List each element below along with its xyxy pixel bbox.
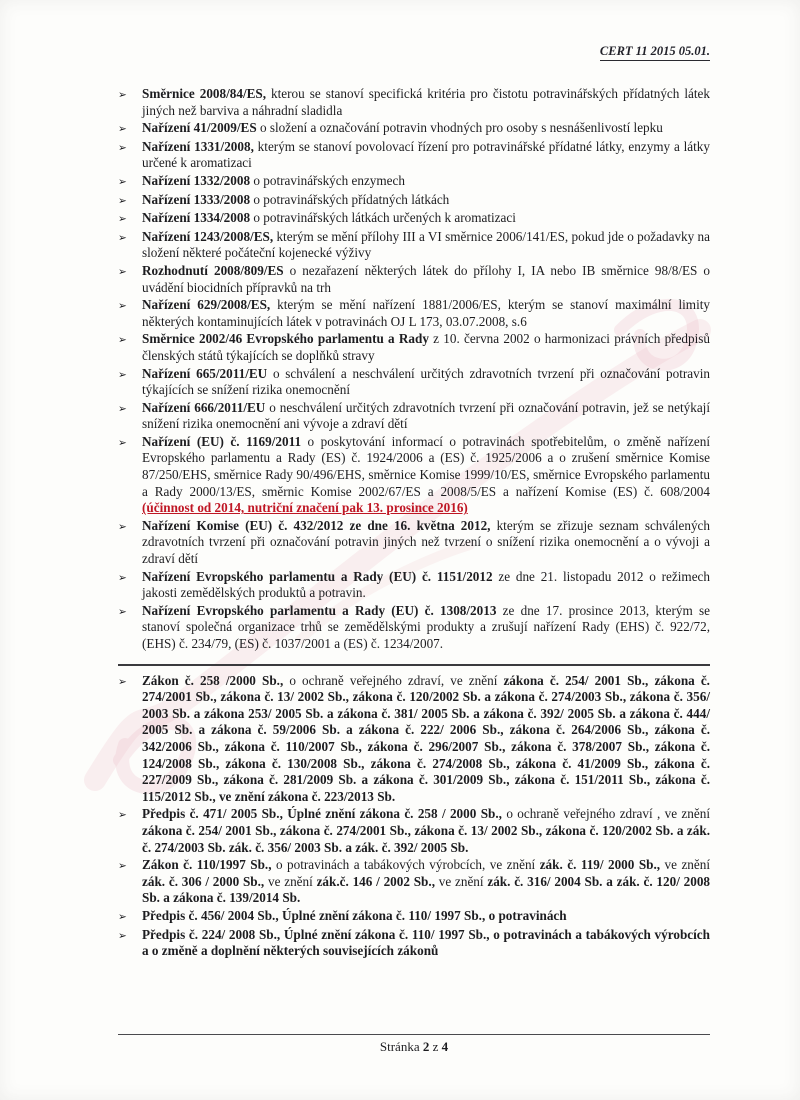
regulation-reference: Nařízení Evropského parlamentu a Rady (EU) č. 1151/2012 [142,568,493,584]
item-text [142,908,710,926]
item-text [142,210,710,228]
item-text [142,927,710,960]
law-item [118,806,710,856]
regulation-reference: Nařízení 1333/2008 [142,191,251,207]
regulation-reference: Nařízení 666/2011/EU [142,399,266,415]
regulation-reference: Směrnice 2008/84/ES, [142,86,267,101]
arrow-bullet-icon: ➢ [118,436,127,449]
item-description: o potravinářských látkách určených k aromatizaci [250,210,516,226]
arrow-bullet-icon: ➢ [118,520,127,533]
arrow-bullet-icon: ➢ [118,175,127,188]
arrow-bullet-icon: ➢ [118,231,127,244]
regulation-reference: Zákon č. 258 /2000 Sb., [142,672,284,688]
law-item [118,673,710,806]
item-description: kterým se mění přílohy III a VI směrnice 2006/141/ES, pokud jde o požadavky na složení některé počáteční kojenecké výživy [142,228,710,261]
item-description: ze dne 21. listopadu 2012 o režimech jakosti zemědělských produktů a potravin. [142,568,710,601]
item-text [142,569,710,602]
item-text [142,806,710,856]
item-description: kterým se mění nařízení 1881/2006/ES, kterým se stanoví maximální limity některých kontaminujících látek v potravinách OJ L 173, 03.07.2008, s.6 [142,297,710,329]
national-laws-list [118,673,710,960]
item-description: o složení a označování potravin vhodných pro osoby s nesnášenlivostí lepku [256,120,663,136]
item-text [142,229,710,262]
regulation-reference: Nařízení 41/2009/ES [142,120,257,136]
item-description: kterým se zřizuje seznam schválených zdravotních tvrzení při označování potravin jiných než tvrzení o snížení rizika onemocnění a o vývoji a zdraví dětí [142,517,710,567]
arrow-bullet-icon: ➢ [118,809,127,822]
regulation-reference: Nařízení 1243/2008/ES, [142,228,274,244]
item-text [142,400,710,433]
regulation-item [118,210,710,228]
item-description: z 10. června 2002 o harmonizaci právních předpisů členských států týkajících se doplňků stravy [142,331,711,363]
item-description: o neschválení určitých zdravotních tvrzení při označování potravin, jež se netýkají snížení rizika onemocnění ani vývoje a zdraví dětí [142,399,710,432]
regulation-reference: Předpis č. 456/ 2004 Sb., Úplné znění zákona č. 110/ 1997 Sb., o potravinách [142,907,567,923]
item-description: o schválení a neschválení určitých zdravotních tvrzení při označování potravin týkajících se snížení rizika onemocnění [142,365,710,398]
regulation-reference: Směrnice 2002/46 Evropského parlamentu a Rady [142,331,429,347]
arrow-bullet-icon: ➢ [118,368,127,381]
arrow-bullet-icon: ➢ [118,334,127,347]
item-description: kterým se stanoví povolovací řízení pro potravinářské přídatné látky, enzymy a látky určené k aromatizaci [142,138,710,171]
item-text [142,297,710,330]
item-text [142,673,710,806]
law-item [118,927,710,960]
item-text [142,173,710,191]
item-text [142,86,710,119]
regulation-item [118,297,710,330]
item-description: o poskytování informací o potravinách spotřebitelům, o změně nařízení Evropského parlamentu a Rady (ES) č. 1924/2006 a (ES) č. 1925/2006 a o zrušení směrnice Komise 87/250/EHS, směrnice Rady 90/496/EHS, směrnice Komise 1999/10/ES, směrnice Evropského parlamentu a Rady 2000/13/ES, směrnic Komise 2002/67/ES a 2008/5/ES a nařízení Komise (ES) č. 608/2004 [142,433,710,499]
footer-segment: Stránka [379,1039,423,1054]
regulation-item [118,173,710,191]
arrow-bullet-icon: ➢ [118,402,127,415]
item-description: kterou se stanoví specifická kritéria pro čistotu potravinářských přídatných látek jiných než barviva a náhradní sladidla [142,86,710,118]
regulation-reference: Nařízení 1334/2008 [142,210,251,226]
arrow-bullet-icon: ➢ [118,910,127,923]
regulation-item [118,192,710,210]
item-text [142,857,710,907]
regulation-reference: Nařízení 1332/2008 [142,172,251,188]
arrow-bullet-icon: ➢ [118,265,127,278]
item-description: ve znění [264,873,317,889]
item-description: o nezařazení některých látek do přílohy I, IA nebo IB směrnice 98/8/ES o uvádění biocidních přípravků na trh [142,262,710,295]
item-description: o potravinářských přídatných látkách [250,191,450,207]
regulation-reference: Nařízení Evropského parlamentu a Rady (EU) č. 1308/2013 [142,602,497,618]
regulation-reference: Nařízení (EU) č. 1169/2011 [142,433,302,449]
item-text [142,139,710,172]
item-text [142,603,710,653]
arrow-bullet-icon: ➢ [118,929,127,942]
arrow-bullet-icon: ➢ [118,860,127,873]
item-description: o potravinách a tabákových výrobcích, ve znění [271,857,540,873]
item-description: ze dne 17. prosince 2013, kterým se stanoví společná organizace trhů se zemědělskými produkty a zrušují nařízení Rady (EHS) č. 922/72, (EHS) č. 234/79, (ES) č. 1037/2001 a (ES) č. 1234/2007. [142,602,710,651]
item-description: o ochraně veřejného zdraví, ve znění [283,672,504,688]
regulation-reference: Nařízení 1331/2008, [142,138,254,154]
arrow-bullet-icon: ➢ [118,300,127,313]
page-number-text [380,1039,448,1054]
page-footer [118,1034,710,1055]
regulation-reference: zákona č. 254/ 2001 Sb., zákona č. 274/2001 Sb., zákona č. 13/ 2002 Sb., zákona č. 120/2002 Sb. a zák. č. 274/2003 Sb. zák. č. 356/ 2003 Sb. a zák. č. 392/ 2005 Sb. [142,822,710,855]
regulation-reference: zák. č. 306 / 2000 Sb., [142,873,265,889]
regulation-item [118,86,710,119]
law-item [118,857,710,907]
arrow-bullet-icon: ➢ [118,89,127,101]
regulation-reference: zák. č. 119/ 2000 Sb., [539,857,661,873]
regulation-reference: Nařízení 665/2011/EU [142,365,268,381]
item-text [142,263,710,296]
regulation-item [118,518,710,568]
regulation-item [118,139,710,172]
regulation-reference: Nařízení Komise (EU) č. 432/2012 ze dne 16. května 2012, [142,517,491,533]
regulation-reference: Předpis č. 224/ 2008 Sb., Úplné znění zákona č. 110/ 1997 Sb., o potravinách a tabákových výrobcích a o změně a doplnění některých souvisejících zákonů [142,926,710,959]
arrow-bullet-icon: ➢ [118,194,127,207]
law-item [118,908,710,926]
regulation-item [118,229,710,262]
item-text [142,331,710,364]
footer-segment: 2 [422,1039,430,1054]
item-description: ve znění [660,857,711,873]
regulation-item [118,263,710,296]
regulation-reference: Nařízení 629/2008/ES, [142,297,271,313]
document-code: CERT 11 2015 05.01. [600,44,710,61]
arrow-bullet-icon: ➢ [118,675,127,688]
footer-segment: z [429,1039,442,1054]
regulation-item [118,434,710,517]
item-text [142,434,710,517]
footer-segment: 4 [441,1039,449,1054]
effective-date-note: (účinnost od 2014, nutriční značení pak 13. prosince 2016) [142,500,468,516]
item-description: o ochraně veřejného zdraví , ve znění [501,806,710,822]
arrow-bullet-icon: ➢ [118,571,127,584]
regulation-item [118,603,710,653]
regulation-reference: zák. č. 316/ 2004 Sb. a zák. č. 120/ 2008 Sb. a zákona č. 139/2014 Sb. [142,873,711,906]
regulation-item [118,400,710,433]
item-description: o potravinářských enzymech [250,172,405,188]
document-body [118,86,710,961]
regulation-reference: Předpis č. 471/ 2005 Sb., Úplné znění zákona č. 258 / 2000 Sb., [142,806,502,822]
item-text [142,366,710,399]
item-text [142,192,710,210]
arrow-bullet-icon: ➢ [118,141,127,154]
item-text [142,120,710,138]
item-text [142,518,710,568]
arrow-bullet-icon: ➢ [118,605,127,618]
eu-regulations-list [118,86,710,653]
section-divider [118,664,710,666]
regulation-item [118,331,710,364]
regulation-reference: Rozhodnutí 2008/809/ES [142,262,284,278]
regulation-item [118,569,710,602]
regulation-reference: Zákon č. 110/1997 Sb., [142,857,272,873]
item-description: ve znění [435,873,488,889]
regulation-reference: zák.č. 146 / 2002 Sb., [316,873,435,889]
regulation-item [118,120,710,138]
regulation-item [118,366,710,399]
regulation-reference: zákona č. 254/ 2001 Sb., zákona č. 274/2001 Sb., zákona č. 13/ 2002 Sb., zákona č. 120/2002 Sb. a zákona č. 274/2003 Sb., zákona č. 356/ 2003 Sb. a zákona 253/ 2005 Sb. a zákona č. 381/ 2005 Sb. a zákona č. 392/ 2005 Sb. a zákona č. 444/ 2005 Sb. a zákona č. 59/2006 Sb. a zákona č. 222/ 2006 Sb., zákona č. 264/2006 Sb., zákona č. 342/2006 Sb., zákona č. 110/2007 Sb., zákona č. 296/2007 Sb., zákona č. 378/2007 Sb., zákona č. 124/2008 Sb., zákona č. 130/2008 Sb., zákona č. 274/2008 Sb., zákona č. 41/2009 Sb., zákona č. 227/2009 Sb., zákona č. 281/2009 Sb. a zákona č. 301/2009 Sb., zákona č. 151/2011 Sb., zákona č. 115/2012 Sb., ve znění zákona č. 223/2013 Sb. [142,672,710,804]
arrow-bullet-icon: ➢ [118,123,127,136]
arrow-bullet-icon: ➢ [118,213,127,226]
